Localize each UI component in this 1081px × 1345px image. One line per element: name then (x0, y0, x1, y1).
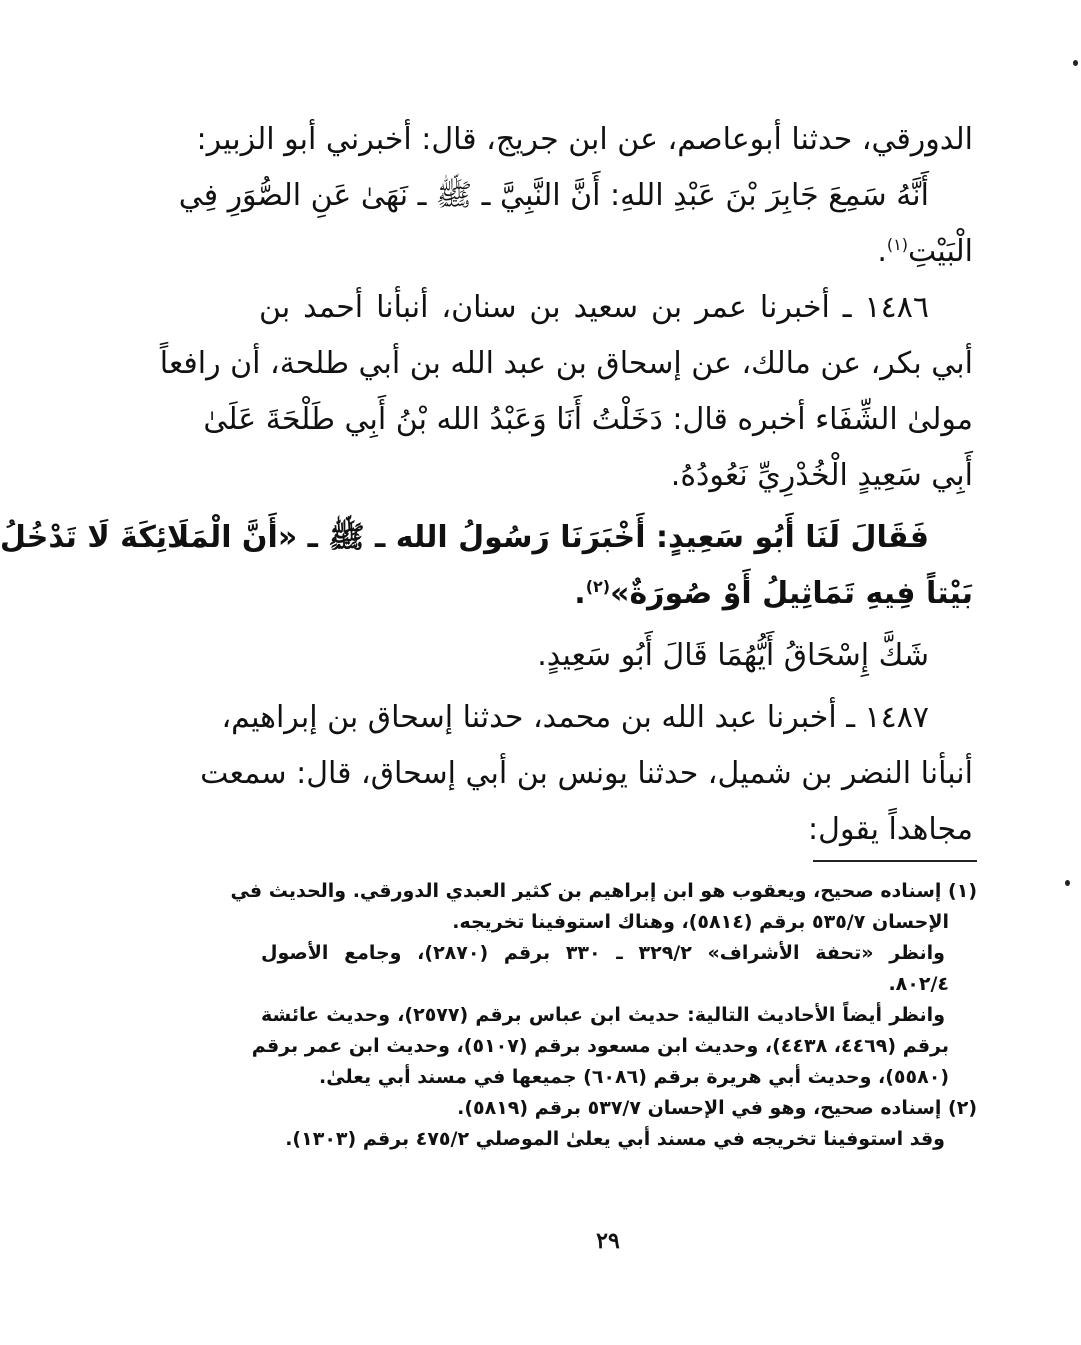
hadith-1486-heading: ١٤٨٦ ـ أخبرنا عمر بن سعيد بن سنان، أنبأنا أحمد بن (259, 290, 929, 325)
footnote-ref-2: (٢) (585, 577, 611, 596)
footnote-line: (٥٥٨٠)، وحديث أبي هريرة برقم (٦٠٨٦) جميعها في مسند أبي يعلىٰ. (319, 1066, 949, 1088)
text-line: أنبأنا النضر بن شميل، حدثنا يونس بن أبي إسحاق، قال: سمعت (200, 756, 973, 791)
scan-speck (1073, 60, 1078, 66)
footnote-line: الإحسان ٥٣٥/٧ برقم (٥٨١٤)، وهناك استوفينا تخريجه. (452, 911, 949, 933)
text-fragment: الْبَيْتِ (907, 234, 973, 269)
text-line-with-ref (259, 224, 973, 280)
text-line: مجاهداً يقول: (808, 812, 973, 847)
footnote-line: (١) إسناده صحيح، ويعقوب هو ابن إبراهيم بن كثير العبدي الدورقي. والحديث في (230, 880, 977, 902)
footnotes-block (230, 876, 977, 1155)
footnote-divider (813, 860, 977, 862)
footnote-line: وانظر أيضاً الأحاديث التالية: حديث ابن عباس برقم (٢٥٧٧)، وحديث عائشة (261, 1004, 946, 1026)
footnote-line: (٢) إسناده صحيح، وهو في الإحسان ٥٣٧/٧ برقم (٥٨١٩). (457, 1097, 977, 1119)
text-line-with-ref (259, 566, 973, 622)
text-fragment: . (574, 576, 586, 611)
footnote-ref-1: (١) (886, 235, 908, 254)
scan-speck (1065, 880, 1070, 886)
text-line: أَنَّهُ سَمِعَ جَابِرَ بْنَ عَبْدِ اللهِ: أَنَّ النَّبِيَّ ـ ﷺ ـ نَهَىٰ عَنِ الصُّوَرِ فِي (178, 178, 929, 213)
footnote-line: ٨٠٢/٤. (888, 973, 949, 995)
footnote-line: وانظر «تحفة الأشراف» ٣٢٩/٢ ـ ٣٣٠ برقم (٢٨٧٠)، وجامع الأصول (261, 942, 945, 964)
main-text-block (0, 112, 973, 858)
text-line: فَقَالَ لَنَا أَبُو سَعِيدٍ: أَخْبَرَنَا رَسُولُ الله ـ ﷺ ـ «أَنَّ الْمَلَائِكَةَ لَا تَدْخُلُ (0, 520, 929, 555)
footnote-line: وقد استوفينا تخريجه في مسند أبي يعلىٰ الموصلي ٤٧٥/٢ برقم (١٣٠٣). (285, 1128, 945, 1150)
text-line: أبي بكر، عن مالك، عن إسحاق بن عبد الله بن أبي طلحة، أن رافعاً (159, 346, 973, 381)
text-fragment: بَيْتاً فِيهِ تَمَاثِيلُ أَوْ صُورَةٌ» (610, 576, 973, 611)
text-line: أَبِي سَعِيدٍ الْخُدْرِيِّ نَعُودُهُ. (670, 458, 973, 493)
footnote-line: برقم (٤٤٦٩، ٤٤٣٨)، وحديث ابن مسعود برقم (٥١٠٧)، وحديث ابن عمر برقم (251, 1035, 949, 1057)
hadith-1487-heading: ١٤٨٧ ـ أخبرنا عبد الله بن محمد، حدثنا إسحاق بن إبراهيم، (221, 700, 929, 735)
text-line: مولىٰ الشِّفَاء أخبره قال: دَخَلْتُ أَنَا وَعَبْدُ الله بْنُ أَبِي طَلْحَةَ عَلَىٰ (203, 402, 973, 437)
text-fragment: . (877, 234, 887, 269)
text-line: شَكَّ إِسْحَاقُ أَيُّهُمَا قَالَ أَبُو سَعِيدٍ. (537, 638, 929, 673)
text-line: الدورقي، حدثنا أبوعاصم، عن ابن جريج، قال: أخبرني أبو الزبير: (196, 122, 973, 157)
page-number: ٢٩ (596, 1228, 620, 1254)
